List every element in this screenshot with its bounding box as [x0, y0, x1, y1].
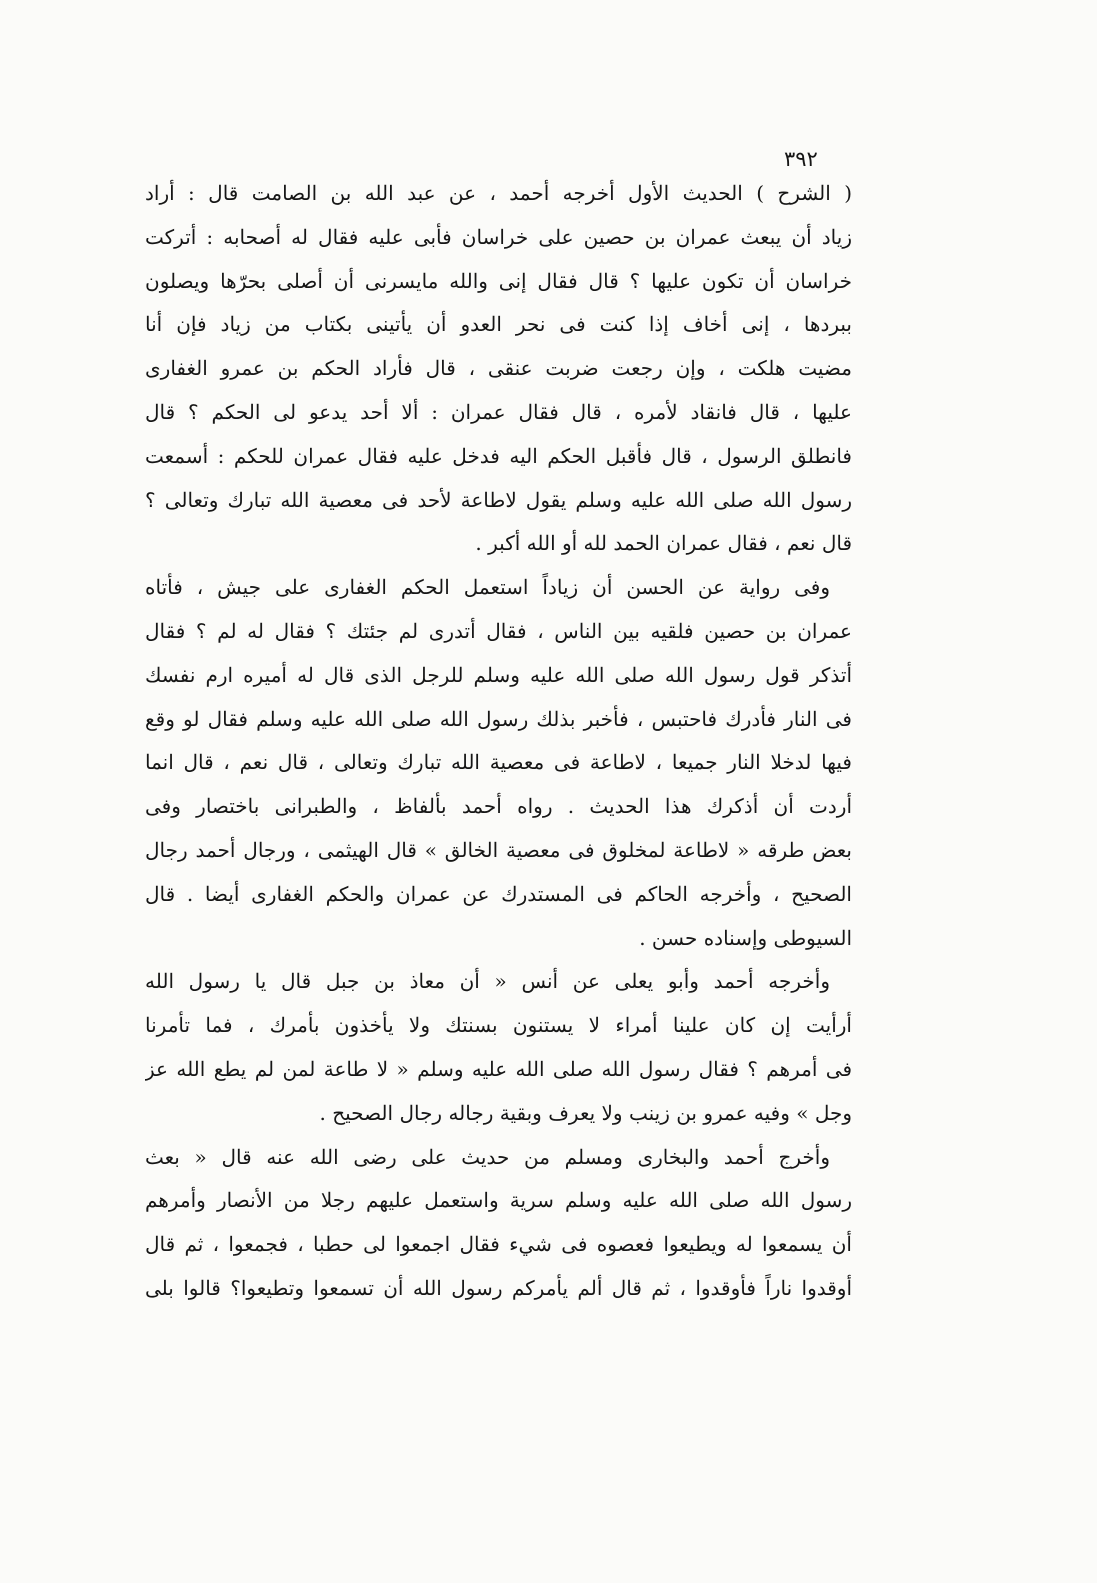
text-line: قال نعم ، فقال عمران الحمد لله أو الله أكبر . — [475, 531, 852, 556]
text-line: أتذكر قول رسول الله صلى الله عليه وسلم للرجل الذى قال له أميره ارم نفسك — [145, 662, 852, 687]
text-line: وأخرجه أحمد وأبو يعلى عن أنس « أن معاذ بن جبل قال يا رسول الله — [145, 969, 830, 994]
text-line: خراسان أن تكون عليها ؟ قال فقال إنى والله مايسرنى أن أصلى بحرّها ويصلون — [145, 268, 852, 293]
text-line: زياد أن يبعث عمران بن حصين على خراسان فأبى عليه فقال له أصحابه : أتركت — [145, 224, 852, 249]
text-line: رسول الله صلى الله عليه وسلم يقول لاطاعة لأحد فى معصية الله تبارك وتعالى ؟ — [145, 487, 852, 512]
text-line: وفى رواية عن الحسن أن زياداً استعمل الحكم الغفارى على جيش ، فأتاه — [145, 575, 830, 600]
text-line: رسول الله صلى الله عليه وسلم سرية واستعمل عليهم رجلا من الأنصار وأمرهم — [145, 1188, 852, 1213]
text-line: ( الشرح ) الحديث الأول أخرجه أحمد ، عن عبد الله بن الصامت قال : أراد — [145, 181, 852, 205]
text-line: أن يسمعوا له ويطيعوا فعصوه فى شيء فقال اجمعوا لى حطبا ، فجمعوا ، ثم قال — [145, 1232, 852, 1257]
text-line: أوقدوا ناراً فأوقدوا ، ثم قال ألم يأمركم رسول الله أن تسمعوا وتطيعوا؟ قالوا بلى — [145, 1275, 852, 1300]
text-line: أرأيت إن كان علينا أمراء لا يستنون بسنتك ولا يأخذون بأمرك ، فما تأمرنا — [145, 1013, 852, 1038]
text-line: ببردها ، إنى أخاف إذا كنت فى نحر العدو أن يأتينى بكتاب من زياد فإن أنا — [145, 312, 852, 337]
text-line: فانطلق الرسول ، قال فأقبل الحكم اليه فدخل عليه فقال عمران للحكم : أسمعت — [145, 443, 852, 468]
text-line: وأخرج أحمد والبخارى ومسلم من حديث على رضى الله عنه قال « بعث — [145, 1144, 830, 1169]
text-line: بعض طرقه « لاطاعة لمخلوق فى معصية الخالق » قال الهيثمى ، ورجال أحمد رجال — [145, 837, 852, 862]
text-line: الصحيح ، وأخرجه الحاكم فى المستدرك عن عمران والحكم الغفارى أيضا . قال — [145, 881, 852, 906]
text-line: السيوطى وإسناده حسن . — [639, 925, 852, 950]
body-text — [145, 172, 852, 1311]
text-line: أردت أن أذكرك هذا الحديث . رواه أحمد بألفاظ ، والطبرانى باختصار وفى — [145, 794, 852, 819]
text-line: فى أمرهم ؟ فقال رسول الله صلى الله عليه وسلم « لا طاعة لمن لم يطع الله عز — [145, 1056, 852, 1081]
text-line: عليها ، قال فانقاد لأمره ، قال فقال عمران : ألا أحد يدعو لى الحكم ؟ قال — [145, 399, 852, 424]
text-line: فى النار فأدرك فاحتبس ، فأخبر بذلك رسول الله صلى الله عليه وسلم فقال لو وقع — [145, 706, 852, 731]
page-number: ٣٩٢ — [784, 147, 818, 171]
text-line: مضيت هلكت ، وإن رجعت ضربت عنقى ، قال فأراد الحكم بن عمرو الغفارى — [145, 356, 852, 381]
text-line: فيها لدخلا النار جميعا ، لاطاعة فى معصية الله تبارك وتعالى ، قال نعم ، قال انما — [145, 750, 852, 775]
text-line: عمران بن حصين فلقيه بين الناس ، فقال أتدرى لم جئتك ؟ فقال له لم ؟ فقال — [145, 618, 852, 643]
text-line: وجل » وفيه عمرو بن زينب ولا يعرف وبقية رجاله رجال الصحيح . — [319, 1100, 852, 1125]
